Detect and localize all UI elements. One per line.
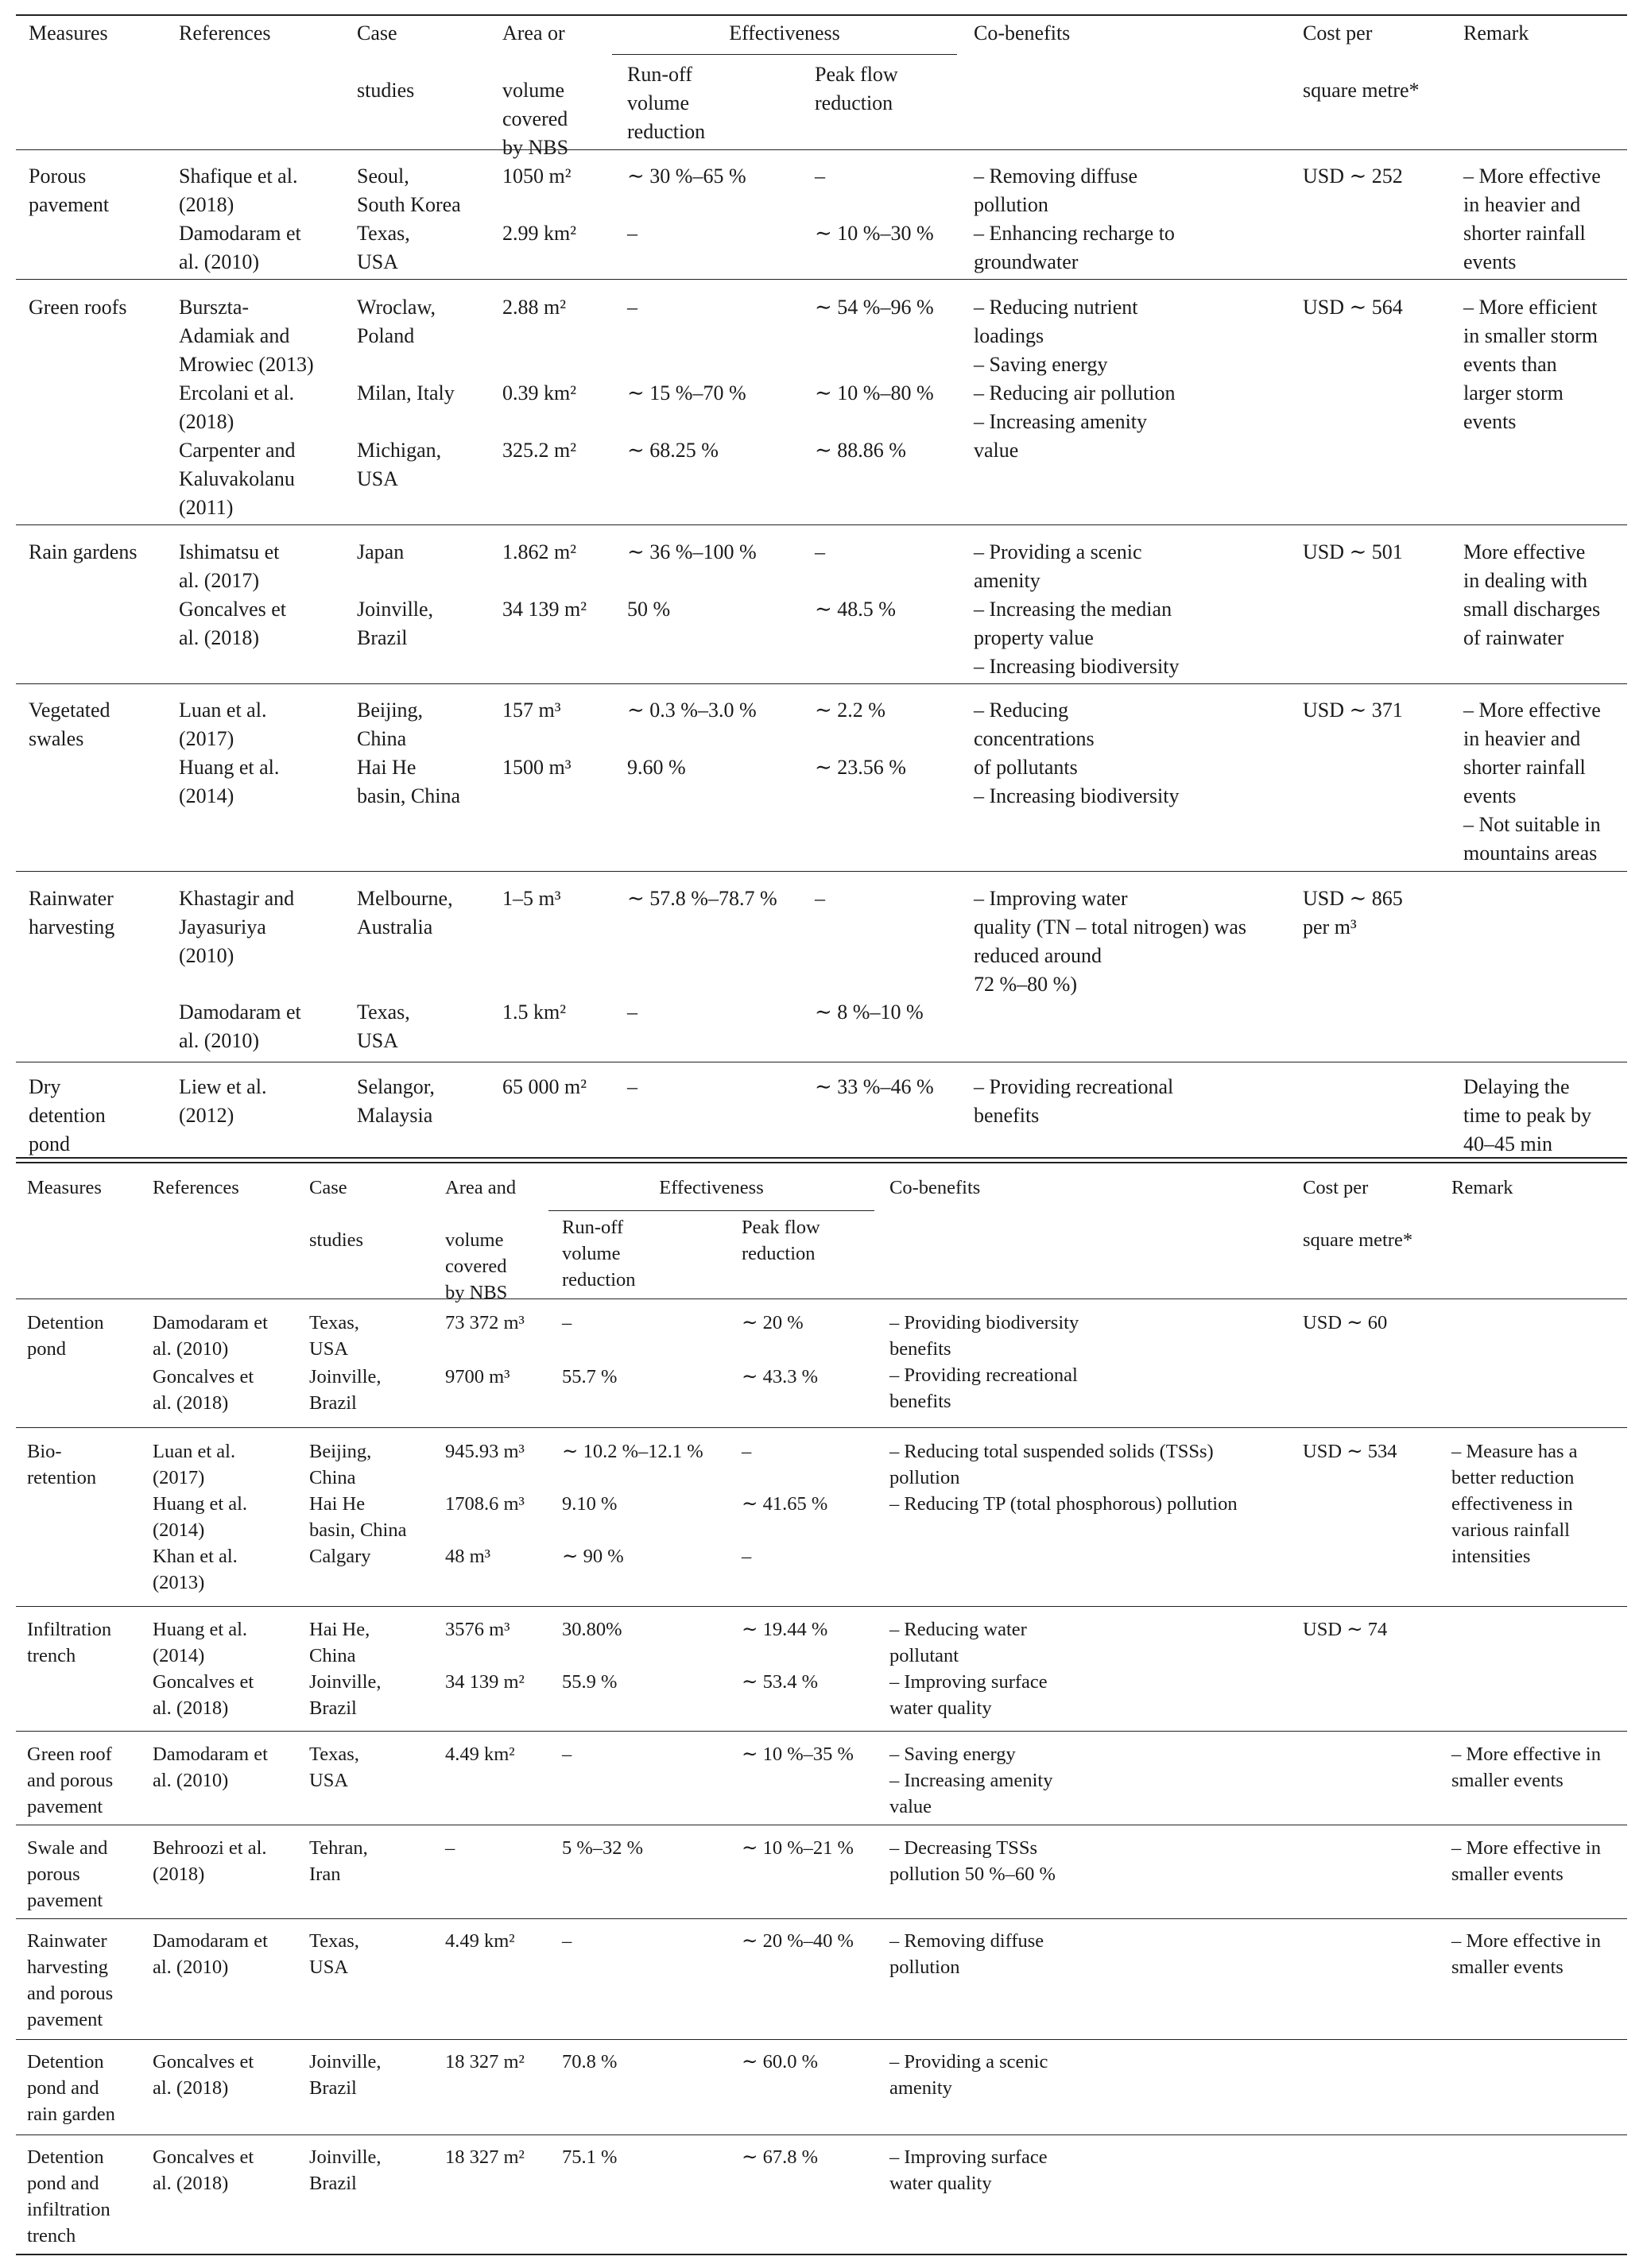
peak-value: ∼ 20 % <box>742 1312 804 1333</box>
peak-value: ∼ 60.0 % <box>742 2051 819 2073</box>
case-study: Texas, USA <box>309 1930 359 1978</box>
peak-value: ∼ 23.56 % <box>815 756 906 779</box>
header-references: References <box>179 21 271 45</box>
header-runoff: Run-off volume reduction <box>627 63 706 143</box>
area-value: 1708.6 m³ <box>445 1493 525 1515</box>
measure-name: Rain gardens <box>29 540 138 563</box>
area-value: 945.93 m³ <box>445 1441 525 1462</box>
reference: Huang et al. (2014) <box>153 1493 248 1541</box>
table-2-header-rule <box>16 1298 1627 1299</box>
reference: Luan et al. (2017) <box>153 1441 236 1488</box>
area-value: 73 372 m³ <box>445 1312 525 1333</box>
table-2-bottom-rule <box>16 2254 1627 2255</box>
case-study: Hai He basin, China <box>357 756 460 807</box>
group-separator <box>16 2039 1627 2040</box>
runoff-value: 55.9 % <box>562 1671 618 1693</box>
case-study: Texas, USA <box>357 1000 410 1052</box>
area-value: 1.862 m² <box>502 540 577 563</box>
reference: Behroozi et al. (2018) <box>153 1837 267 1885</box>
peak-value: ∼ 33 %–46 % <box>815 1075 934 1098</box>
area-value: 4.49 km² <box>445 1930 515 1952</box>
area-value: 18 327 m² <box>445 2051 525 2073</box>
reference: Goncalves et al. (2018) <box>153 2051 254 2099</box>
measure-name: Rainwater harvesting and porous pavement <box>27 1930 114 2030</box>
case-study: Milan, Italy <box>357 381 455 404</box>
peak-value: ∼ 20 %–40 % <box>742 1930 854 1952</box>
measure-name: Vegetated swales <box>29 699 110 750</box>
runoff-value: 50 % <box>627 598 671 621</box>
cobenefits: – Providing recreational benefits <box>974 1075 1174 1127</box>
reference: Luan et al. (2017) <box>179 699 267 750</box>
header-runoff: Run-off volume reduction <box>562 1217 636 1291</box>
runoff-value: 55.7 % <box>562 1366 618 1388</box>
runoff-value: – <box>627 1000 637 1024</box>
measure-name: Detention pond and infiltration trench <box>27 2146 110 2247</box>
measure-name: Green roofs <box>29 296 127 319</box>
peak-value: ∼ 10 %–35 % <box>742 1744 854 1765</box>
header-measures: Measures <box>29 21 108 45</box>
group-separator <box>16 871 1627 872</box>
header-area: Area or volume covered by NBS <box>502 21 569 159</box>
cobenefits: – Improving surface water quality <box>889 2146 1048 2194</box>
peak-value: ∼ 10 %–30 % <box>815 222 934 245</box>
header-case-studies: Case studies <box>309 1177 364 1251</box>
reference: Damodaram et al. (2010) <box>179 222 301 273</box>
reference: Huang et al. (2014) <box>179 756 280 807</box>
runoff-value: 9.10 % <box>562 1493 618 1515</box>
header-case-studies: Case studies <box>357 21 415 102</box>
runoff-value: 70.8 % <box>562 2051 618 2073</box>
cost-value: USD ∼ 501 <box>1303 540 1403 563</box>
reference: Damodaram et al. (2010) <box>153 1744 268 1791</box>
runoff-value: – <box>562 1930 572 1952</box>
cobenefits: – Removing diffuse pollution – Enhancing recharge to groundwater <box>974 164 1175 273</box>
header-remark: Remark <box>1451 1177 1513 1198</box>
case-study: Joinville, Brazil <box>309 2051 382 2099</box>
measure-name: Porous pavement <box>29 164 110 216</box>
reference: Burszta- Adamiak and Mrowiec (2013) <box>179 296 314 376</box>
reference: Carpenter and Kaluvakolanu (2011) <box>179 439 296 519</box>
peak-value: ∼ 53.4 % <box>742 1671 819 1693</box>
reference: Goncalves et al. (2018) <box>153 2146 254 2194</box>
header-area: Area and volume covered by NBS <box>445 1177 517 1303</box>
runoff-value: ∼ 30 %–65 % <box>627 164 746 188</box>
header-effectiveness: Effectiveness <box>659 1177 764 1198</box>
remark: – Measure has a better reduction effectiveness in various rainfall intensities <box>1451 1441 1578 1567</box>
runoff-value: ∼ 10.2 %–12.1 % <box>562 1441 703 1462</box>
reference: Ercolani et al. (2018) <box>179 381 295 433</box>
area-value: 1.5 km² <box>502 1000 567 1024</box>
runoff-value: – <box>562 1312 572 1333</box>
area-value: 1050 m² <box>502 164 572 188</box>
peak-value: ∼ 10 %–21 % <box>742 1837 854 1859</box>
table-2 <box>16 1162 1627 2268</box>
cobenefits: – Providing biodiversity benefits – Providing recreational benefits <box>889 1312 1079 1412</box>
case-study: Michigan, USA <box>357 439 442 490</box>
reference: Goncalves et al. (2018) <box>153 1366 254 1414</box>
runoff-value: ∼ 0.3 %–3.0 % <box>627 699 757 722</box>
cobenefits: – Removing diffuse pollution <box>889 1930 1044 1978</box>
area-value: 3576 m³ <box>445 1619 510 1640</box>
group-separator <box>16 1731 1627 1732</box>
area-value: 1–5 m³ <box>502 887 561 910</box>
reference: Damodaram et al. (2010) <box>153 1312 268 1360</box>
peak-value: – <box>815 540 825 563</box>
header-cobenefits: Co-benefits <box>889 1177 981 1198</box>
runoff-value: 9.60 % <box>627 756 686 779</box>
group-separator <box>16 683 1627 684</box>
cobenefits: – Reducing concentrations of pollutants – Increasing biodiversity <box>974 699 1180 807</box>
runoff-value: – <box>627 296 637 319</box>
runoff-value: ∼ 57.8 %–78.7 % <box>627 887 777 910</box>
peak-value: – <box>742 1546 752 1567</box>
reference: Goncalves et al. (2018) <box>179 598 287 649</box>
area-value: 157 m³ <box>502 699 561 722</box>
peak-value: ∼ 54 %–96 % <box>815 296 934 319</box>
cobenefits: – Reducing total suspended solids (TSSs) pollution – Reducing TP (total phosphorous) pollution <box>889 1441 1238 1515</box>
group-separator <box>16 1606 1627 1607</box>
measure-name: Bio- retention <box>27 1441 97 1488</box>
header-effectiveness: Effectiveness <box>729 21 840 45</box>
cobenefits: – Reducing water pollutant – Improving surface water quality <box>889 1619 1048 1719</box>
case-study: Seoul, South Korea <box>357 164 461 216</box>
group-separator <box>16 1918 1627 1919</box>
remark: More effective in dealing with small discharges of rainwater <box>1463 540 1601 649</box>
table-2-top-rule <box>16 1162 1627 1163</box>
case-study: Tehran, Iran <box>309 1837 368 1885</box>
measure-name: Swale and porous pavement <box>27 1837 108 1911</box>
group-separator <box>16 524 1627 525</box>
case-study: Hai He, China <box>309 1619 370 1666</box>
case-study: Texas, USA <box>309 1744 359 1791</box>
remark: – More effective in smaller events <box>1451 1837 1601 1885</box>
area-value: 4.49 km² <box>445 1744 515 1765</box>
area-value: 18 327 m² <box>445 2146 525 2168</box>
measure-name: Infiltration trench <box>27 1619 112 1666</box>
runoff-value: 75.1 % <box>562 2146 618 2168</box>
group-separator <box>16 2134 1627 2135</box>
peak-value: – <box>815 887 825 910</box>
reference: Khan et al. (2013) <box>153 1546 238 1593</box>
runoff-value: ∼ 15 %–70 % <box>627 381 746 404</box>
case-study: Melbourne, Australia <box>357 887 453 939</box>
peak-value: – <box>815 164 825 188</box>
area-value: 34 139 m² <box>502 598 587 621</box>
runoff-value: ∼ 36 %–100 % <box>627 540 757 563</box>
area-value: 34 139 m² <box>445 1671 525 1693</box>
case-study: Joinville, Brazil <box>309 1366 382 1414</box>
peak-value: ∼ 41.65 % <box>742 1493 828 1515</box>
header-peak: Peak flow reduction <box>742 1217 820 1264</box>
header-references: References <box>153 1177 239 1198</box>
peak-value: ∼ 8 %–10 % <box>815 1000 924 1024</box>
case-study: Calgary <box>309 1546 371 1567</box>
cobenefits: – Providing a scenic amenity <box>889 2051 1048 2099</box>
header-cost: Cost per square metre* <box>1303 1177 1413 1251</box>
runoff-value: ∼ 68.25 % <box>627 439 719 462</box>
reference: Damodaram et al. (2010) <box>153 1930 268 1978</box>
header-measures: Measures <box>27 1177 102 1198</box>
cost-value: USD ∼ 74 <box>1303 1619 1388 1640</box>
effectiveness-rule <box>612 54 957 55</box>
header-peak: Peak flow reduction <box>815 63 898 114</box>
case-study: Hai He basin, China <box>309 1493 407 1541</box>
remark: – More efficient in smaller storm events than larger storm events <box>1463 296 1598 433</box>
area-value: 2.88 m² <box>502 296 567 319</box>
cost-value: USD ∼ 60 <box>1303 1312 1388 1333</box>
area-value: – <box>445 1837 455 1859</box>
header-cost: Cost per square metre* <box>1303 21 1420 102</box>
area-value: 48 m³ <box>445 1546 491 1567</box>
reference: Khastagir and Jayasuriya (2010) <box>179 887 295 967</box>
case-study: Beijing, China <box>357 699 424 750</box>
table-1 <box>16 0 1627 1160</box>
case-study: Japan <box>357 540 405 563</box>
case-study: Beijing, China <box>309 1441 372 1488</box>
area-value: 0.39 km² <box>502 381 577 404</box>
effectiveness-rule <box>548 1210 874 1211</box>
case-study: Joinville, Brazil <box>309 2146 382 2194</box>
reference: Damodaram et al. (2010) <box>179 1000 301 1052</box>
measure-name: Green roof and porous pavement <box>27 1744 114 1817</box>
peak-value: ∼ 2.2 % <box>815 699 885 722</box>
cobenefits: – Saving energy – Increasing amenity value <box>889 1744 1053 1817</box>
header-cobenefits: Co-benefits <box>974 21 1071 45</box>
case-study: Wroclaw, Poland <box>357 296 436 347</box>
case-study: Joinville, Brazil <box>309 1671 382 1719</box>
case-study: Texas, USA <box>309 1312 359 1360</box>
cobenefits: – Improving water quality (TN – total nitrogen) was reduced around 72 %–80 %) <box>974 887 1246 996</box>
cobenefits: – Reducing nutrient loadings – Saving energy – Reducing air pollution – Increasing amenity value <box>974 296 1176 462</box>
case-study: Joinville, Brazil <box>357 598 434 649</box>
area-value: 325.2 m² <box>502 439 577 462</box>
peak-value: ∼ 43.3 % <box>742 1366 819 1388</box>
cost-value: USD ∼ 371 <box>1303 699 1403 722</box>
measure-name: Detention pond and rain garden <box>27 2051 115 2125</box>
peak-value: ∼ 19.44 % <box>742 1619 828 1640</box>
case-study: Selangor, Malaysia <box>357 1075 435 1127</box>
group-separator <box>16 1427 1627 1428</box>
table-1-top-rule <box>16 14 1627 16</box>
peak-value: ∼ 48.5 % <box>815 598 896 621</box>
cost-value: USD ∼ 564 <box>1303 296 1403 319</box>
cost-value: USD ∼ 865 per m³ <box>1303 887 1403 939</box>
area-value: 9700 m³ <box>445 1366 510 1388</box>
peak-value: ∼ 10 %–80 % <box>815 381 934 404</box>
measure-name: Dry detention pond <box>29 1075 106 1155</box>
cost-value: USD ∼ 252 <box>1303 164 1403 188</box>
remark: Delaying the time to peak by 40–45 min <box>1463 1075 1592 1155</box>
measure-name: Detention pond <box>27 1312 104 1360</box>
area-value: 2.99 km² <box>502 222 577 245</box>
runoff-value: – <box>627 1075 637 1098</box>
reference: Liew et al. (2012) <box>179 1075 267 1127</box>
group-separator <box>16 279 1627 280</box>
peak-value: ∼ 67.8 % <box>742 2146 819 2168</box>
table-1-bottom-rule <box>16 1157 1627 1159</box>
runoff-value: ∼ 90 % <box>562 1546 624 1567</box>
peak-value: ∼ 88.86 % <box>815 439 906 462</box>
runoff-value: 30.80% <box>562 1619 622 1640</box>
reference: Huang et al. (2014) <box>153 1619 248 1666</box>
case-study: Texas, USA <box>357 222 410 273</box>
reference: Ishimatsu et al. (2017) <box>179 540 280 592</box>
remark: – More effective in heavier and shorter rainfall events <box>1463 164 1601 273</box>
reference: Shafique et al. (2018) <box>179 164 298 216</box>
reference: Goncalves et al. (2018) <box>153 1671 254 1719</box>
runoff-value: 5 %–32 % <box>562 1837 644 1859</box>
table-1-header-rule <box>16 149 1627 150</box>
area-value: 1500 m³ <box>502 756 572 779</box>
remark: – More effective in smaller events <box>1451 1930 1601 1978</box>
area-value: 65 000 m² <box>502 1075 587 1098</box>
cost-value: USD ∼ 534 <box>1303 1441 1397 1462</box>
peak-value: – <box>742 1441 752 1462</box>
runoff-value: – <box>627 222 637 245</box>
measure-name: Rainwater harvesting <box>29 887 115 939</box>
header-remark: Remark <box>1463 21 1529 45</box>
cobenefits: – Decreasing TSSs pollution 50 %–60 % <box>889 1837 1056 1885</box>
remark: – More effective in heavier and shorter rainfall events – Not suitable in mountains areas <box>1463 699 1601 865</box>
remark: – More effective in smaller events <box>1451 1744 1601 1791</box>
cobenefits: – Providing a scenic amenity – Increasing the median property value – Increasing biodiversity <box>974 540 1180 678</box>
runoff-value: – <box>562 1744 572 1765</box>
